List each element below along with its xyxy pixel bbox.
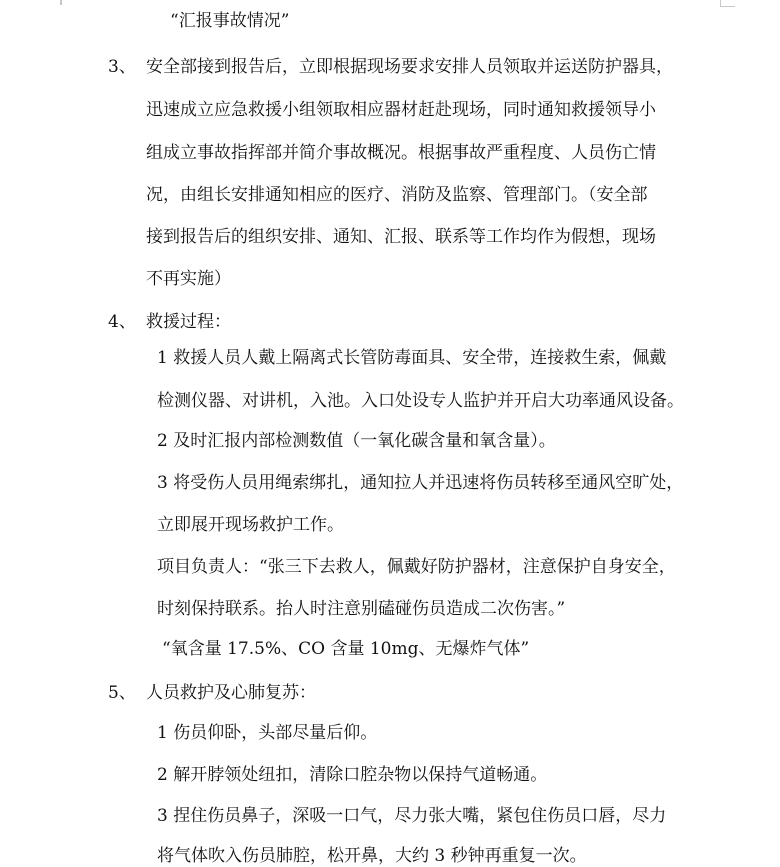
section-3-line-4: 况，由组长安排通知相应的医疗、消防及监察、管理部门。（安全部 [146,185,648,205]
section-3-line-3: 组成立事故指挥部并简介事故概况。根据事故严重程度、人员伤亡情 [146,143,656,163]
section-4-line-2: 检测仪器、对讲机，入池。入口处设专人监护并开启大功率通风设备。 [157,391,684,411]
section-5-line-1: 1 伤员仰卧，头部尽量后仰。 [157,723,378,743]
section-5-line-3: 3 捏住伤员鼻子，深吸一口气，尽力张大嘴，紧包住伤员口唇，尽力 [157,806,667,826]
section-5-line-2: 2 解开脖领处纽扣，清除口腔杂物以保持气道畅通。 [157,765,548,785]
section-4-line-8: “氧含量 17.5%、CO 含量 10mg、无爆炸气体” [162,639,530,659]
section-4-heading: 救援过程： [146,312,231,332]
margin-corner-left [60,0,62,5]
section-3-line-5: 接到报告后的组织安排、通知、汇报、联系等工作均作为假想，现场 [146,227,656,247]
section-3-line-2: 迅速成立应急救援小组领取相应器材赶赴现场，同时通知救援领导小 [146,100,656,120]
section-4-line-5: 立即展开现场救护工作。 [157,515,344,535]
section-4-line-3: 2 及时汇报内部检测数值（一氧化碳含量和氧含量）。 [157,431,556,451]
intro-quote: “汇报事故情况” [170,11,290,31]
margin-corner-right [720,0,735,7]
section-5-number: 5、 [108,683,136,703]
section-3-line-1: 安全部接到报告后，立即根据现场要求安排人员领取并运送防护器具， [146,57,673,77]
section-4-number: 4、 [108,312,136,332]
section-4-line-7: 时刻保持联系。抬人时注意别磕碰伤员造成二次伤害。” [157,599,566,619]
section-5-heading: 人员救护及心肺复苏： [146,683,316,703]
section-3-number: 3、 [108,57,136,77]
section-4-line-6: 项目负责人：“张三下去救人，佩戴好防护器材，注意保护自身安全， [157,557,676,577]
section-4-line-4: 3 将受伤人员用绳索绑扎，通知拉人并迅速将伤员转移至通风空旷处， [157,473,684,493]
section-5-line-4: 将气体吹入伤员肺腔，松开鼻，大约 3 秒钟再重复一次。 [157,846,587,866]
section-4-line-1: 1 救援人员人戴上隔离式长管防毒面具、安全带，连接救生索，佩戴 [157,348,667,368]
section-3-line-6: 不再实施） [146,269,231,289]
